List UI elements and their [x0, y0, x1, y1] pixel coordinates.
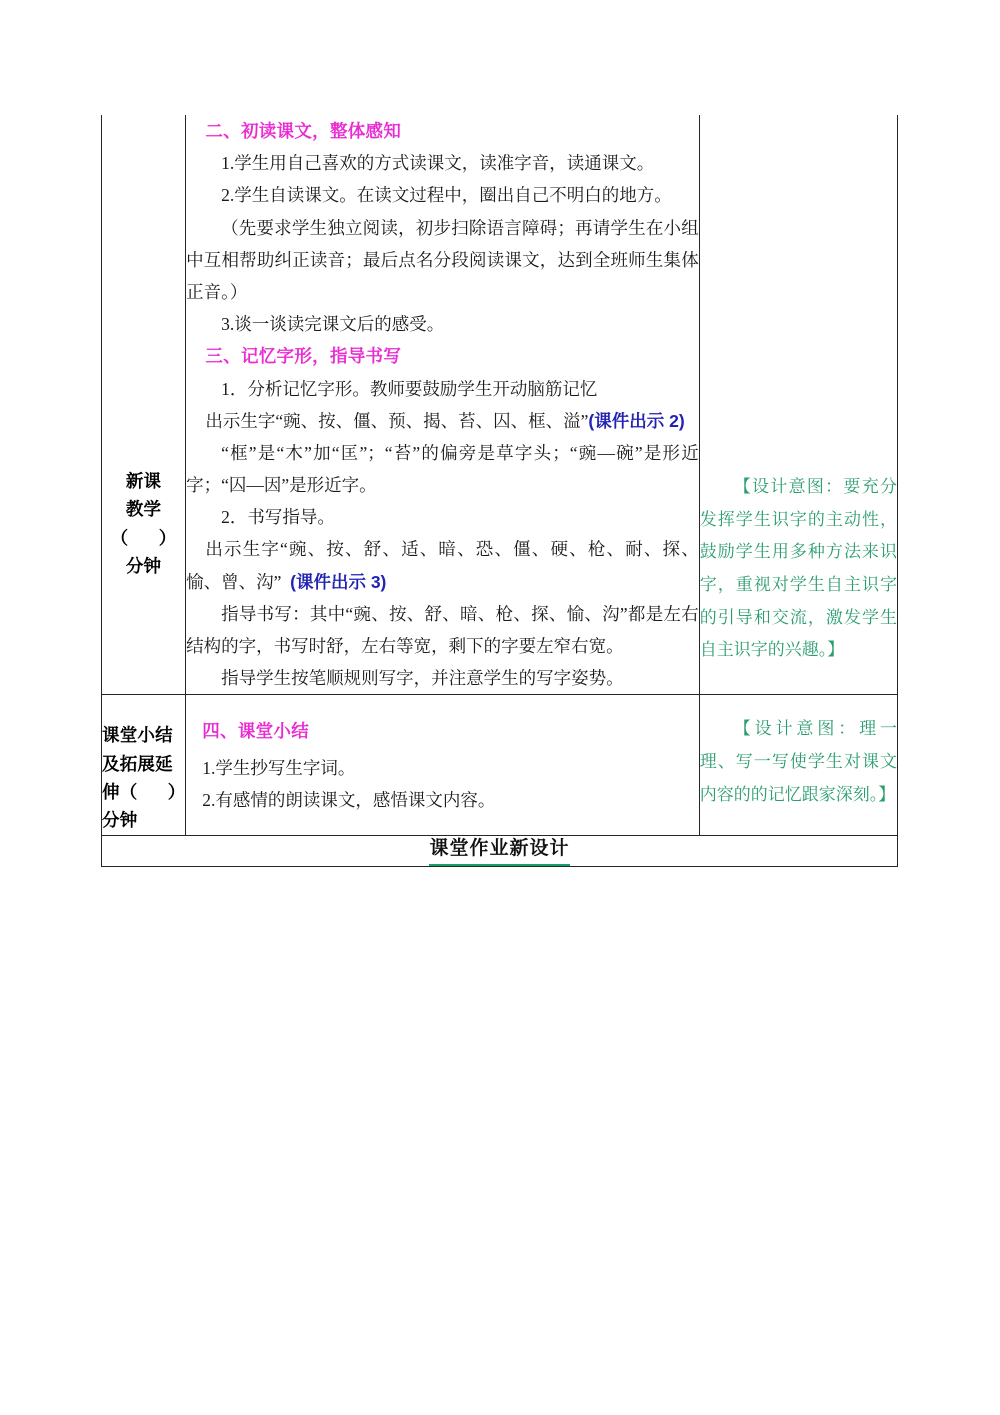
table-row-new-lesson — [102, 115, 898, 695]
table-row-summary — [102, 695, 898, 835]
stage-line-3-minutes-blank: （ ） — [110, 527, 177, 548]
paragraph-analyze-glyphs: 1．分析记忆字形。教师要鼓励学生开动脑筋记忆 — [221, 378, 598, 399]
paragraph-read-with-emotion: 2.有感情的朗读课文，感悟课文内容。 — [202, 789, 496, 810]
summary-stage-line-3-minutes-blank: 伸（ ） — [102, 782, 186, 803]
lesson-plan-table — [101, 115, 898, 867]
courseware-cue-3: (课件出示 3) — [290, 571, 387, 592]
paragraph-structure-guidance: 指导书写：其中“豌、按、舒、暗、枪、探、愉、沟”都是左右结构的字，书写时舒，左右等宽，剩下的字要左窄右宽。 — [186, 603, 699, 656]
body-cell-summary — [186, 695, 700, 835]
paragraph-glyph-explanation: “框”是“木”加“匡”；“苔”的偏旁是草字头；“豌—碗”是形近字；“囚—因”是形近字。 — [186, 442, 699, 496]
stage-label-summary — [102, 695, 185, 834]
section-heading-two: 二、初读课文，整体感知 — [205, 121, 402, 141]
stage-label-new-lesson — [102, 115, 185, 580]
paragraph-new-characters-1 — [186, 405, 699, 437]
note-cell-new-lesson — [699, 115, 897, 695]
courseware-cue-2: (课件出示 2) — [588, 410, 685, 431]
stage-line-4: 分钟 — [125, 556, 162, 577]
homework-design-title: 课堂作业新设计 — [429, 836, 569, 867]
paragraph-new-characters-2 — [186, 533, 699, 597]
paragraph-writing-guidance-title: 2．书写指导。 — [221, 507, 335, 528]
paragraph-reading-procedure: （先要求学生独立阅读，初步扫除语言障碍；再请学生在小组中互相帮助纠正读音；最后点名分段阅读课文，达到全班师生集体正音。） — [186, 217, 699, 302]
new-characters-list-1: 出示生字“豌、按、僵、预、揭、苔、囚、框、溢” — [205, 410, 589, 431]
summary-stage-line-2: 及拓展延 — [102, 753, 173, 774]
body-cell-new-lesson — [186, 115, 700, 695]
paragraph-copy-words: 1.学生抄写生字词。 — [202, 757, 356, 778]
footer-cell — [102, 835, 898, 867]
stage-line-1: 新课 — [125, 471, 162, 491]
new-characters-list-2: 出示生字“豌、按、舒、适、暗、恐、僵、硬、枪、耐、探、愉、曾、沟” — [186, 539, 699, 592]
paragraph-self-read: 2.学生自读课文。在读文过程中，圈出自己不明白的地方。 — [221, 185, 672, 206]
stage-cell-new-lesson — [102, 115, 186, 695]
paragraph-read-aloud: 1.学生用自己喜欢的方式读课文，读准字音，读通课文。 — [221, 153, 655, 174]
paragraph-stroke-order: 指导学生按笔顺规则写字，并注意学生的写字姿势。 — [221, 668, 624, 689]
table-row-footer — [102, 835, 898, 867]
summary-stage-line-4: 分钟 — [102, 810, 138, 831]
summary-stage-line-1: 课堂小结 — [102, 725, 173, 746]
stage-cell-summary — [102, 695, 186, 835]
design-intent-note-new-lesson: 【设计意图：要充分发挥学生识字的主动性，鼓励学生用多种方法来识字，重视对学生自主识字的引导和交流，激发学生自主识字的兴趣。】 — [699, 477, 897, 660]
section-heading-four: 四、课堂小结 — [202, 721, 310, 742]
section-heading-three: 三、记忆字形，指导书写 — [205, 346, 402, 367]
stage-line-2: 教学 — [125, 499, 162, 520]
note-cell-summary — [699, 695, 897, 835]
design-intent-note-summary: 【设计意图：理一理、写一写使学生对课文内容的的记忆跟家深刻。】 — [699, 719, 897, 804]
paragraph-share-feelings: 3.谈一谈读完课文后的感受。 — [221, 314, 445, 335]
